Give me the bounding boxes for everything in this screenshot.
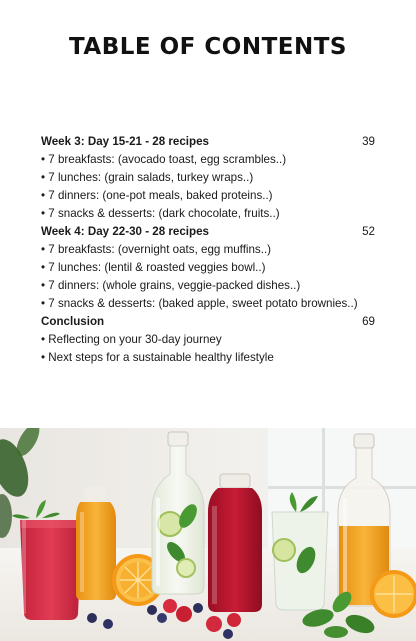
- toc-entry-text: Week 3: Day 15-21 - 28 recipes: [41, 135, 209, 148]
- toc-page-number: 69: [362, 315, 375, 328]
- toc-entry-text: • 7 breakfasts: (overnight oats, egg muffins..): [41, 243, 272, 256]
- drinks-photo: [0, 428, 416, 641]
- toc-item: [41, 295, 375, 313]
- toc-item: [41, 187, 375, 205]
- toc-entry-text: Week 4: Day 22-30 - 28 recipes: [41, 225, 209, 238]
- toc-item: [41, 151, 375, 169]
- toc-entry-text: • 7 lunches: (grain salads, turkey wraps..): [41, 171, 254, 184]
- toc-entry-text: • 7 lunches: (lentil & roasted veggies bowl..): [41, 261, 266, 274]
- toc-item: [41, 331, 375, 349]
- toc-item: [41, 205, 375, 223]
- toc-heading: [41, 313, 375, 331]
- toc-page-number: 52: [362, 225, 375, 238]
- toc-page-number: 39: [362, 135, 375, 148]
- table-of-contents: [41, 133, 375, 367]
- toc-entry-text: • Next steps for a sustainable healthy lifestyle: [41, 351, 274, 364]
- toc-heading: [41, 223, 375, 241]
- toc-entry-text: • 7 dinners: (whole grains, veggie-packed dishes..): [41, 279, 301, 292]
- toc-item: [41, 241, 375, 259]
- juice-bottle: [76, 486, 116, 600]
- toc-entry-text: • 7 breakfasts: (avocado toast, egg scrambles..): [41, 153, 287, 166]
- beet-juice-bottle: [208, 474, 262, 612]
- toc-item: [41, 169, 375, 187]
- toc-heading: [41, 133, 375, 151]
- page-title: TABLE OF CONTENTS: [69, 34, 347, 60]
- toc-item: [41, 349, 375, 367]
- toc-item: [41, 277, 375, 295]
- orange-slice: [370, 570, 416, 618]
- toc-item: [41, 259, 375, 277]
- toc-entry-text: • 7 snacks & desserts: (dark chocolate, fruits..): [41, 207, 280, 220]
- toc-entry-text: • 7 snacks & desserts: (baked apple, sweet potato brownies..): [41, 297, 358, 310]
- toc-entry-text: • 7 dinners: (one-pot meals, baked proteins..): [41, 189, 273, 202]
- toc-entry-text: • Reflecting on your 30-day journey: [41, 333, 222, 346]
- toc-entry-text: Conclusion: [41, 315, 105, 328]
